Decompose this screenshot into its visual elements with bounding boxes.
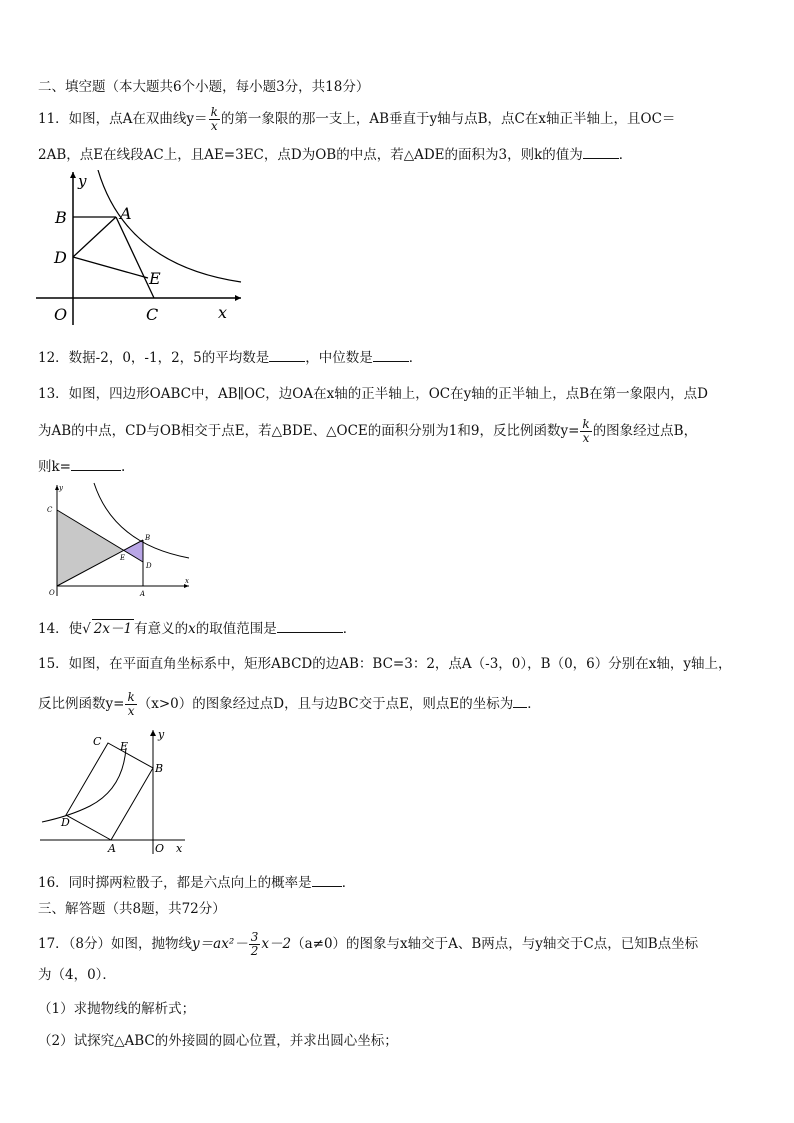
q16-answer-blank[interactable]	[312, 874, 342, 887]
q12-line	[38, 349, 422, 367]
q11-label-e: E	[149, 269, 161, 288]
q15-label-o: O	[155, 842, 165, 855]
q13-label-a: A	[140, 590, 146, 598]
section-3-heading: 三、解答题（共8题，共72分）	[38, 901, 226, 917]
q17-expr-2: x－2	[261, 936, 292, 952]
q13-shaded-triangle-bde	[123, 540, 143, 562]
q11-line-1	[38, 106, 675, 133]
q15-label-a: A	[108, 842, 116, 855]
q11-end: ．	[618, 147, 633, 163]
q11-text-b: 的第一象限的那一支上，AB垂直于y轴与点B，点C在x轴正半轴上，且OC＝	[220, 111, 676, 127]
q11-text-a: 11．如图，点A在双曲线y＝	[38, 111, 208, 127]
q13-label-e: E	[120, 554, 126, 562]
q14-text-b: 有意义的	[134, 621, 189, 637]
q15-label-c: C	[93, 735, 102, 748]
q15-label-b: B	[155, 762, 164, 775]
q15-line-2	[38, 691, 541, 718]
q15-figure	[40, 726, 190, 856]
q14-end: ．	[342, 621, 357, 637]
q11-line-2	[38, 146, 632, 164]
q15-label-d: D	[61, 816, 70, 829]
q13-answer-blank[interactable]	[71, 458, 121, 471]
q14-answer-blank[interactable]	[277, 620, 343, 633]
q11-label-x: x	[218, 303, 228, 322]
q13-shaded-triangle-oce	[57, 510, 126, 586]
q13-end: .	[121, 459, 126, 475]
q13-line-2	[38, 418, 697, 445]
q17-line-2: 为（4，0）．	[38, 967, 116, 983]
q14-line	[38, 619, 356, 638]
q15-line-1: 15．如图，在平面直角坐标系中，矩形ABCD的边AB：BC=3：2，点A（-3，0），B（0，6）分别在x轴，y轴上，	[38, 656, 732, 672]
q15-fraction: $\frac{k}{x}$	[127, 690, 135, 718]
q11-label-c: C	[146, 305, 159, 324]
q14-text-a: 14．使	[38, 621, 83, 637]
q12-median-blank[interactable]	[373, 349, 409, 362]
section-2-heading: 二、填空题（本大题共6个小题，每小题3分，共18分）	[38, 79, 370, 95]
q15-label-y: y	[158, 728, 165, 741]
q17-part-1: （1）求抛物线的解析式；	[38, 1001, 196, 1017]
q13-label-o: O	[49, 589, 55, 597]
q17-fraction: $\frac{3}{2}$	[250, 930, 259, 958]
q14-var: x	[188, 621, 196, 637]
q13-fraction: $\frac{k}{x}$	[582, 417, 590, 445]
q11-label-b: B	[55, 208, 67, 227]
q13-label-y: y	[59, 484, 63, 492]
q12-end: ．	[408, 350, 423, 366]
q13-label-x: x	[185, 577, 189, 585]
q11-hyperbola	[98, 170, 241, 282]
q13-text-c: 则k=	[38, 459, 71, 475]
q11-label-o: O	[54, 305, 68, 324]
q15-label-e: E	[120, 740, 129, 753]
q12-text-a: 12．数据-2，0，-1，2，5的平均数是	[38, 350, 270, 366]
q16-text-a: 16．同时掷两粒骰子，都是六点向上的概率是	[38, 875, 312, 891]
q12-mean-blank[interactable]	[269, 349, 305, 362]
q13-line-3	[38, 458, 125, 476]
q11-text-c: 2AB，点E在线段AC上，且AE=3EC，点D为OB的中点，若△ADE的面积为3，则k的值为	[38, 147, 583, 163]
q12-text-b: ，中位数是	[305, 350, 373, 366]
q17-text-b: （a≠0）的图象与x轴交于A、B两点，与y轴交于C点，已知B点坐标	[291, 936, 699, 952]
q11-label-d: D	[54, 248, 67, 267]
q15-text-b: （x>0）的图象经过点D，且与边BC交于点E，则点E的坐标为	[137, 696, 514, 712]
q13-figure	[44, 482, 194, 600]
q15-label-x: x	[176, 842, 183, 855]
q13-label-c: C	[47, 506, 53, 514]
q17-text-a: 17．（8分）如图，抛物线	[38, 936, 193, 952]
q13-label-b: B	[145, 534, 151, 542]
q13-text-b: 的图象经过点B，	[592, 423, 698, 439]
q17-part-2: （2）试探究△ABC的外接圆的圆心位置，并求出圆心坐标；	[38, 1033, 398, 1049]
q11-figure	[36, 170, 248, 328]
q17-expr-1: y＝ax²－	[192, 936, 248, 952]
q13-line-1: 13．如图，四边形OABC中，AB∥OC，边OA在x轴的正半轴上，OC在y轴的正半轴上，点B在第一象限内，点D	[38, 386, 708, 402]
q14-text-c: 的取值范围是	[195, 621, 277, 637]
q17-line-1	[38, 931, 698, 958]
q11-answer-blank[interactable]	[583, 146, 619, 159]
q11-fraction: $\frac{k}{x}$	[210, 105, 218, 133]
q14-sqrt: √ 2x－1	[82, 621, 133, 637]
q15-text-a: 反比例函数y=	[38, 696, 125, 712]
q16-end: ．	[341, 875, 356, 891]
q11-segment-da	[73, 217, 116, 257]
q11-label-y: y	[78, 172, 87, 190]
q15-end: ．	[527, 696, 541, 712]
q13-label-d: D	[146, 562, 152, 570]
q13-text-a: 为AB的中点，CD与OB相交于点E，若△BDE、△OCE的面积分别为1和9，反比例函数y=	[38, 423, 580, 439]
q15-answer-blank[interactable]	[513, 695, 527, 708]
q16-line	[38, 874, 355, 892]
q11-label-a: A	[120, 204, 132, 223]
